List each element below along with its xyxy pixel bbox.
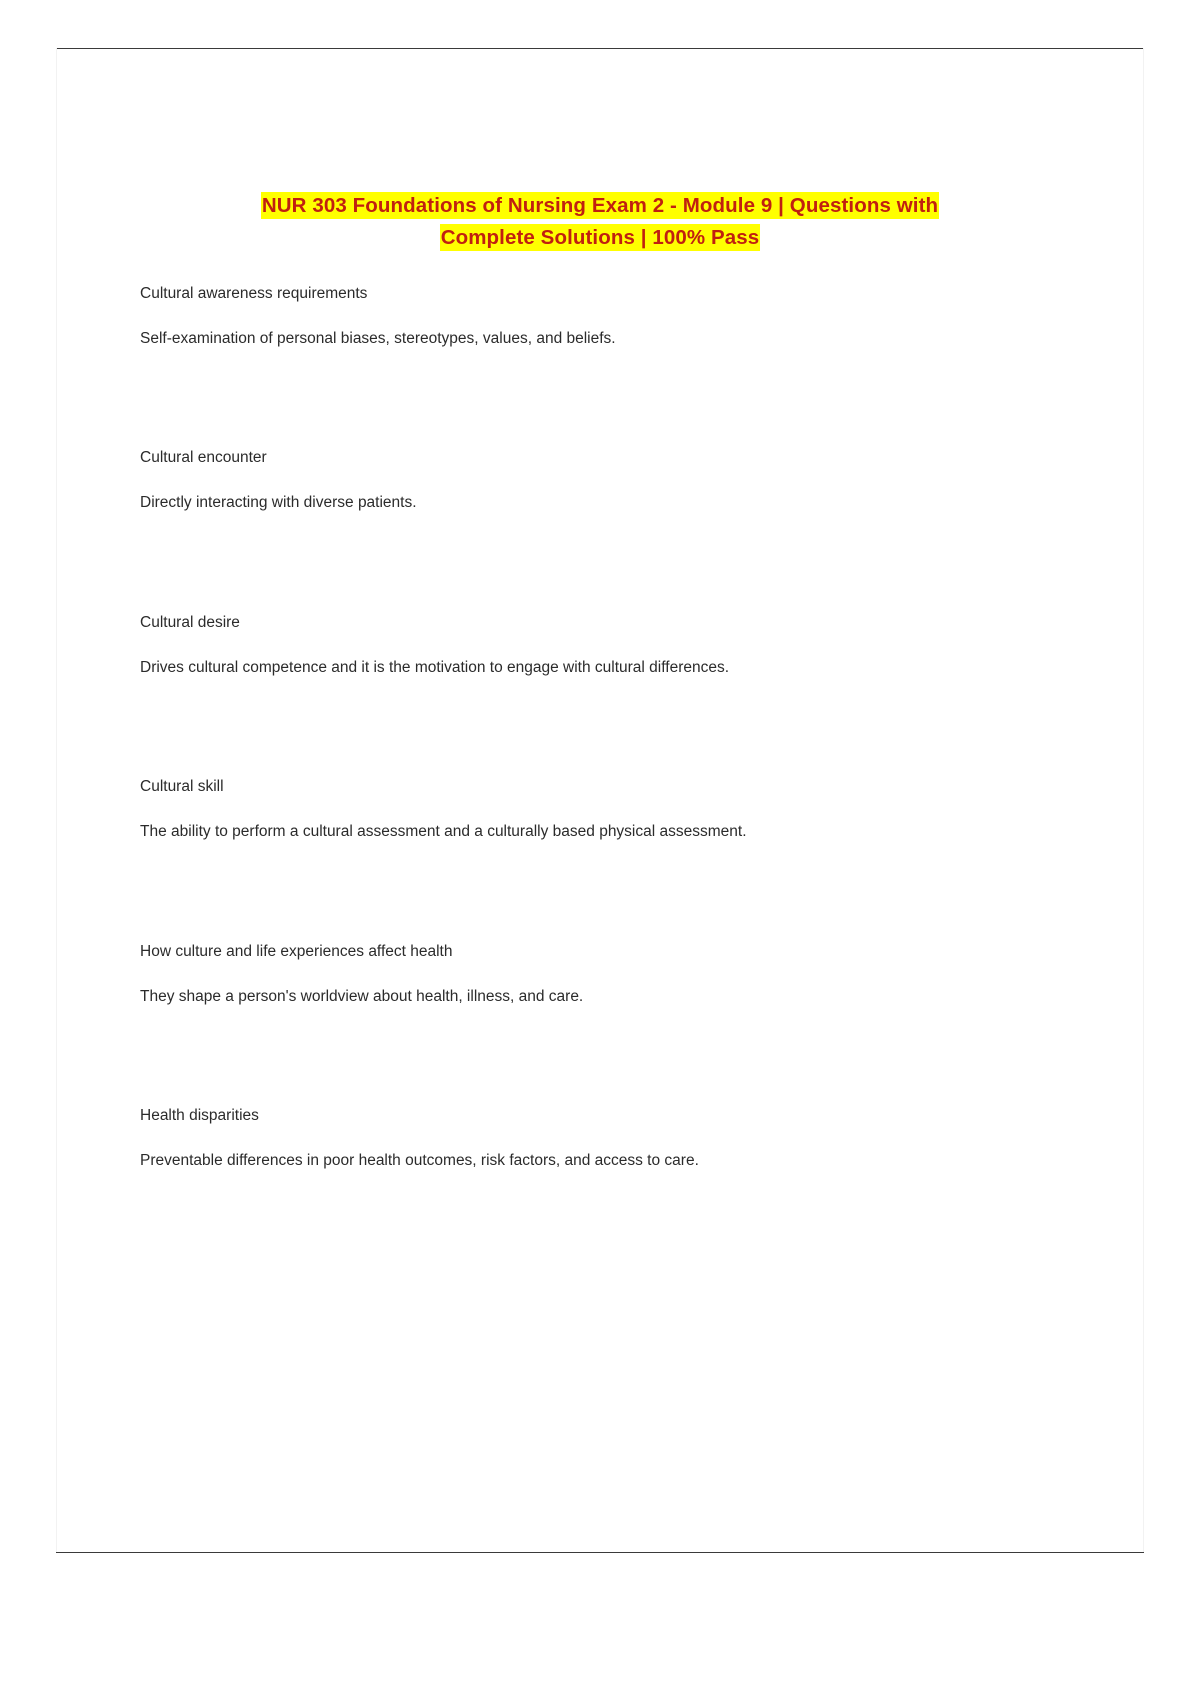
page-title-line-2: Complete Solutions | 100% Pass [440, 225, 760, 249]
qa-definition: The ability to perform a cultural assessment and a culturally based physical assessment. [140, 823, 747, 841]
qa-term: Cultural skill [140, 778, 224, 796]
qa-term: How culture and life experiences affect health [140, 942, 453, 960]
qa-definition: Preventable differences in poor health outcomes, risk factors, and access to care. [140, 1152, 699, 1170]
qa-entry [140, 446, 1060, 515]
qa-definition: Self-examination of personal biases, stereotypes, values, and beliefs. [140, 329, 616, 347]
qa-definition: Directly interacting with diverse patients. [140, 494, 417, 512]
qa-entry [140, 611, 1060, 680]
qa-entry [140, 940, 1060, 1009]
document-content [140, 190, 1060, 1173]
qa-entry [140, 282, 1060, 351]
page-left-edge [56, 48, 57, 1553]
qa-entry [140, 1104, 1060, 1173]
qa-term: Cultural awareness requirements [140, 284, 368, 302]
qa-entry [140, 775, 1060, 844]
page-top-rule [56, 48, 1144, 49]
qa-definition: Drives cultural competence and it is the motivation to engage with cultural differences. [140, 658, 730, 676]
qa-term: Cultural encounter [140, 449, 267, 467]
qa-term: Health disparities [140, 1107, 259, 1125]
qa-term: Cultural desire [140, 613, 240, 631]
page-right-edge [1143, 48, 1144, 1553]
page-bottom-rule [56, 1552, 1144, 1553]
page-title-line-1: NUR 303 Foundations of Nursing Exam 2 - Module 9 | Questions with [261, 194, 939, 217]
qa-definition: They shape a person's worldview about health, illness, and care. [140, 987, 584, 1005]
page-title [140, 190, 1060, 254]
